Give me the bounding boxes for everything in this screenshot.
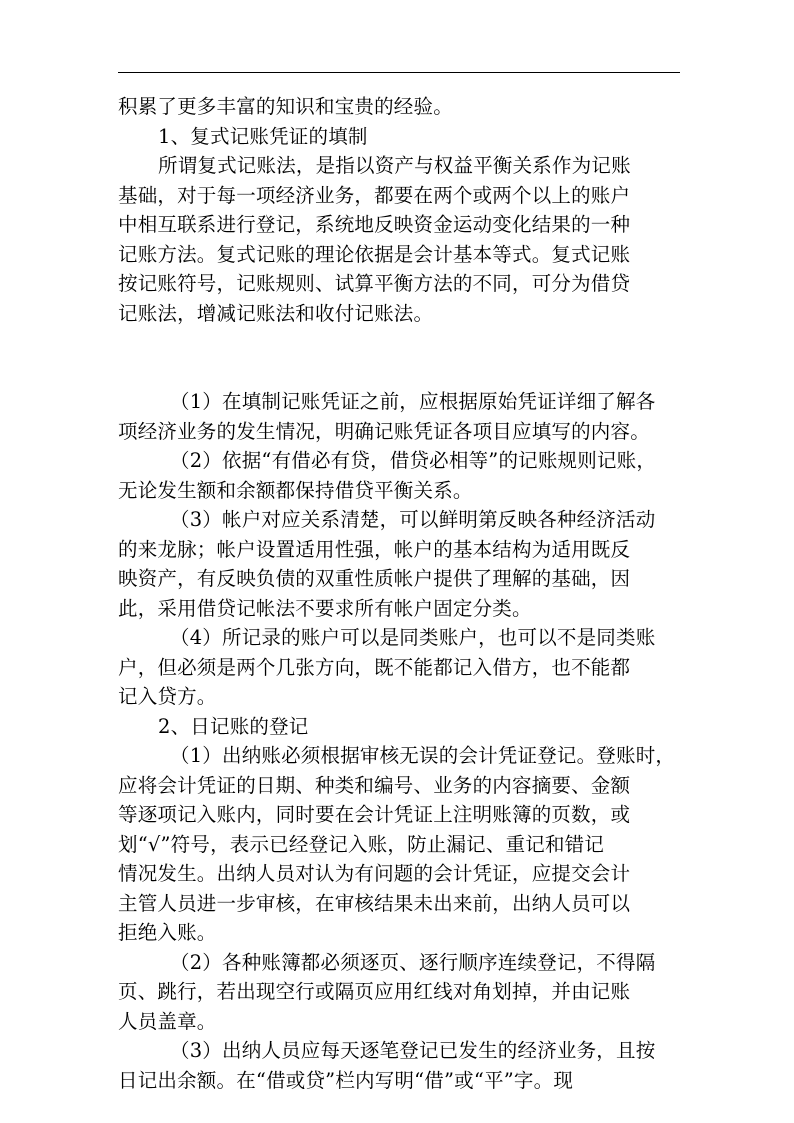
paragraph-line: 划“√”符号，表示已经登记入账，防止漏记、重记和错记 xyxy=(118,832,605,856)
paragraph-line: 此，采用借贷记帐法不要求所有帐户固定分类。 xyxy=(118,596,532,620)
list-item-line: （1）在填制记账凭证之前，应根据原始凭证详细了解各 xyxy=(170,390,656,413)
list-item-line: （3）帐户对应关系清楚，可以鲜明第反映各种经济活动 xyxy=(170,508,656,531)
blank-space xyxy=(118,358,684,388)
paragraph-line: 积累了更多丰富的知识和宝贵的经验。 xyxy=(118,95,453,118)
paragraph-line: 按记账符号，记账规则、试算平衡方法的不同，可分为借贷 xyxy=(118,272,631,295)
list-item-line: （2）依据“有借必有贷，借贷必相等”的记账规则记账， xyxy=(170,449,657,472)
paragraph-line: 记账法，增减记账法和收付记账法。 xyxy=(118,301,434,325)
paragraph-line: 所谓复式记账法，是指以资产与权益平衡关系作为记账 xyxy=(158,154,631,177)
paragraph-line: 记账方法。复式记账的理论依据是会计基本等式。复式记账 xyxy=(118,242,631,266)
document-body xyxy=(118,92,684,1095)
list-item-line: （3）出纳人员应每天逐笔登记已发生的经济业务，且按 xyxy=(170,1039,656,1062)
paragraph-line: 记入贷方。 xyxy=(118,685,217,708)
paragraph-line: 应将会计凭证的日期、种类和编号、业务的内容摘要、金额 xyxy=(118,773,631,797)
section-heading: 1、复式记账凭证的填制 xyxy=(158,124,368,148)
blank-space xyxy=(118,328,684,358)
list-item-line: （4）所记录的账户可以是同类账户，也可以不是同类账 xyxy=(170,626,656,649)
list-item-line: （2）各种账簿都必须逐页、逐行顺序连续登记，不得隔 xyxy=(170,950,656,974)
paragraph-line: 人员盖章。 xyxy=(118,1009,217,1033)
paragraph-line: 主管人员进一步审核，在审核结果未出来前，出纳人员可以 xyxy=(118,891,631,915)
paragraph-line: 项经济业务的发生情况，明确记账凭证各项目应填写的内容。 xyxy=(118,419,650,443)
paragraph-line: 无论发生额和余额都保持借贷平衡关系。 xyxy=(118,478,473,502)
paragraph-line: 户，但必须是两个几张方向，既不能都记入借方，也不能都 xyxy=(118,655,631,679)
paragraph-line: 拒绝入账。 xyxy=(118,921,217,944)
paragraph-line: 映资产，有反映负债的双重性质帐户提供了理解的基础，因 xyxy=(118,567,631,590)
paragraph-line: 中相互联系进行登记，系统地反映资金运动变化结果的一种 xyxy=(118,213,631,236)
paragraph-line: 的来龙脉；帐户设置适用性强，帐户的基本结构为适用既反 xyxy=(118,537,631,561)
paragraph-line: 日记出余额。在“借或贷”栏内写明“借”或“平”字。现 xyxy=(118,1068,574,1092)
paragraph-line: 等逐项记入账内，同时要在会计凭证上注明账簿的页数，或 xyxy=(118,803,631,826)
paragraph-line: 基础，对于每一项经济业务，都要在两个或两个以上的账户 xyxy=(118,183,631,207)
paragraph-line: 页、跳行，若出现空行或隔页应用红线对角划掉，并由记账 xyxy=(118,980,631,1003)
section-heading: 2、日记账的登记 xyxy=(158,714,309,738)
header-rule xyxy=(118,72,680,73)
list-item-line: （1）出纳账必须根据审核无误的会计凭证登记。登账时， xyxy=(170,744,676,767)
paragraph-line: 情况发生。出纳人员对认为有问题的会计凭证，应提交会计 xyxy=(118,862,631,885)
